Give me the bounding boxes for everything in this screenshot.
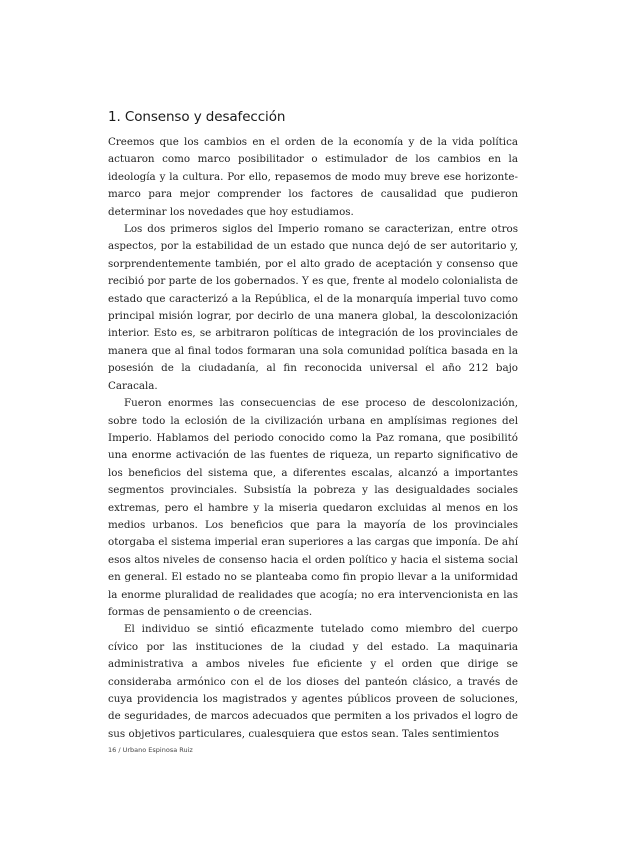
section-title: 1. Consenso y desafección [108, 109, 286, 125]
paragraph-1: Creemos que los cambios en el orden de la economía y de la vida política actuaron como marco posibilitador o estimulador de los cambios en la ideología y la cultura. Por ello, repasemos de modo muy breve ese horizonte-marco para mejor comprender los factores de causalidad que pudieron determinar los novedades que hoy estudiamos. [108, 136, 518, 218]
page-footer: 16 / Urbano Espinosa Ruiz [108, 746, 193, 754]
body-text [108, 134, 518, 743]
paragraph-4: El individuo se sintió eficazmente tutelado como miembro del cuerpo cívico por las instituciones de la ciudad y del estado. La maquinaria administrativa a ambos niveles fue eficiente y el orden que dirige se consideraba armónico con el de los dioses del panteón clásico, a través de cuya providencia los magistrados y agentes públicos proveen de soluciones, de seguridades, de marcos adecuados que permiten a los privados el logro de sus objetivos particulares, cualesquiera que estos sean. Tales sentimientos [108, 623, 518, 740]
paragraph-2: Los dos primeros siglos del Imperio romano se caracterizan, entre otros aspectos, por la estabilidad de un estado que nunca dejó de ser autoritario y, sorprendentemente también, por el alto grado de aceptación y consenso que recibió por parte de los gobernados. Y es que, frente al modelo colonialista de estado que caracterizó a la República, el de la monarquía imperial tuvo como principal misión lograr, por decirlo de una manera global, la descolonización interior. Esto es, se arbitraron políticas de integración de los provinciales de manera que al final todos formaran una sola comunidad política basada en la posesión de la ciudadanía, al fin reconocida universal el año 212 bajo Caracala. [108, 223, 518, 392]
paragraph-3: Fueron enormes las consecuencias de ese proceso de descolonización, sobre todo la eclosión de la civilización urbana en amplísimas regiones del Imperio. Hablamos del periodo conocido como la Paz romana, que posibilitó una enorme activación de las fuentes de riqueza, un reparto significativo de los beneficios del sistema que, a diferentes escalas, alcanzó a importantes segmentos provinciales. Subsistía la pobreza y las desigualdades sociales extremas, pero el hambre y la miseria quedaron excluidas al menos en los medios urbanos. Los beneficios que para la mayoría de los provinciales otorgaba el sistema imperial eran superiores a las cargas que imponía. De ahí esos altos niveles de consenso hacia el orden político y hacia el sistema social en general. El estado no se planteaba como fin propio llevar a la uniformidad la enorme pluralidad de realidades que acogía; no era intervencionista en las formas de pensamiento o de creencias. [108, 397, 518, 618]
